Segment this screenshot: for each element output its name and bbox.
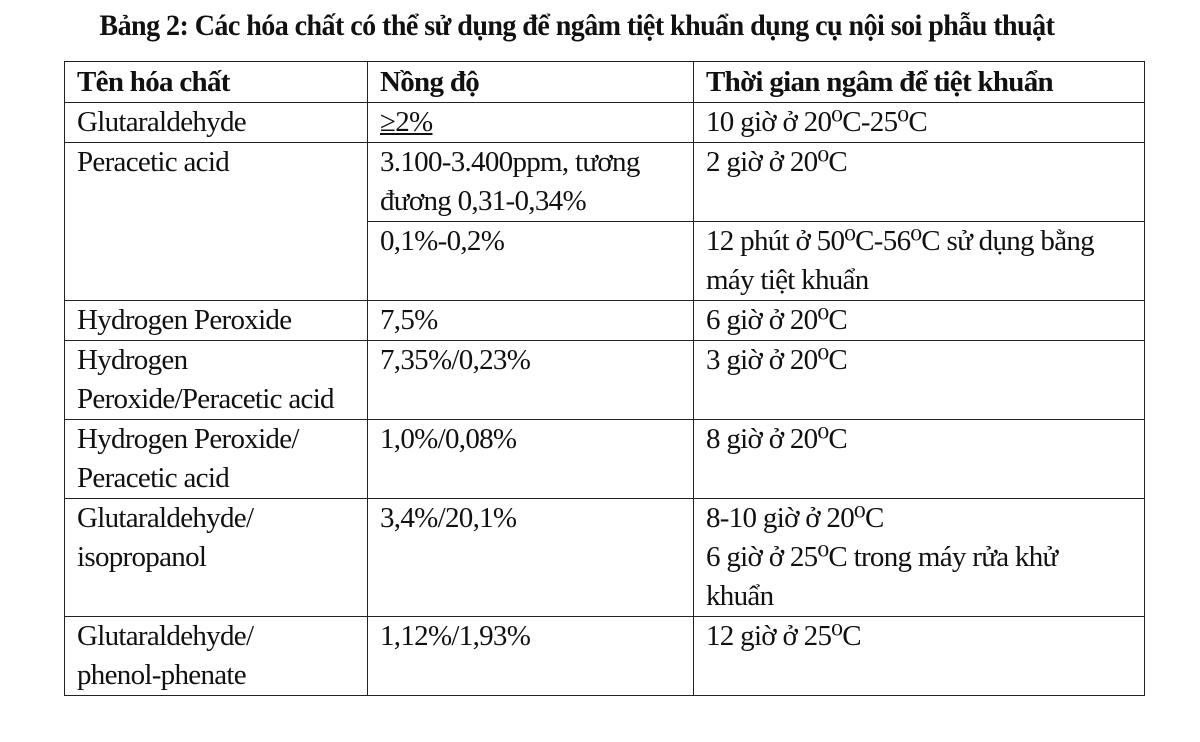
table-row [65, 420, 1145, 499]
cell-soak-time [694, 222, 1145, 301]
cell-line: đương 0,31-0,34% [380, 185, 586, 217]
cell-line: Glutaraldehyde [77, 106, 246, 138]
cell-soak-time [694, 143, 1145, 222]
cell-line: 12 giờ ở 25⁰C [706, 620, 861, 652]
cell-concentration [368, 301, 694, 341]
header-soak-time: Thời gian ngâm để tiệt khuẩn [694, 62, 1145, 103]
header-concentration: Nồng độ [368, 62, 694, 103]
cell-concentration [368, 420, 694, 499]
table-row [65, 143, 1145, 222]
cell-line: 6 giờ ở 20⁰C [706, 304, 848, 336]
cell-concentration [368, 222, 694, 301]
cell-line: Peracetic acid [77, 462, 230, 494]
cell-line: 8 giờ ở 20⁰C [706, 423, 848, 455]
cell-line: isopropanol [77, 541, 207, 573]
cell-line: 7,5% [380, 304, 438, 336]
cell-soak-time [694, 301, 1145, 341]
cell-line: 6 giờ ở 25⁰C trong máy rửa khử [706, 541, 1058, 573]
cell-soak-time [694, 341, 1145, 420]
cell-line: 1,0%/0,08% [380, 423, 517, 455]
table-row [65, 499, 1145, 617]
cell-line: 3,4%/20,1% [380, 502, 517, 534]
cell-line: 12 phút ở 50⁰C-56⁰C sử dụng bằng [706, 225, 1094, 257]
cell-line: khuẩn [706, 580, 774, 612]
cell-soak-time [694, 617, 1145, 696]
cell-line: 1,12%/1,93% [380, 620, 531, 652]
cell-line: 8-10 giờ ở 20⁰C [706, 502, 884, 534]
cell-line: Glutaraldehyde/ [77, 502, 254, 534]
cell-line: 10 giờ ở 20⁰C-25⁰C [706, 106, 927, 138]
table-row [65, 103, 1145, 143]
table-caption: Bảng 2: Các hóa chất có thể sử dụng để ngâm tiệt khuẩn dụng cụ nội soi phẫu thuật [99, 9, 1055, 42]
header-row [65, 62, 1145, 103]
table-row [65, 341, 1145, 420]
cell-chemical-name [65, 143, 368, 301]
cell-chemical-name [65, 341, 368, 420]
header-chemical-name: Tên hóa chất [65, 62, 368, 103]
cell-line: Peracetic acid [77, 146, 230, 178]
cell-chemical-name [65, 420, 368, 499]
cell-soak-time [694, 103, 1145, 143]
cell-chemical-name [65, 499, 368, 617]
cell-chemical-name [65, 617, 368, 696]
chemicals-table [64, 61, 1145, 696]
cell-line: phenol-phenate [77, 659, 246, 691]
table-row [65, 617, 1145, 696]
cell-line: Glutaraldehyde/ [77, 620, 254, 652]
cell-line: Hydrogen Peroxide [77, 304, 292, 336]
cell-chemical-name [65, 301, 368, 341]
cell-concentration [368, 341, 694, 420]
table-row [65, 301, 1145, 341]
cell-line: 0,1%-0,2% [380, 225, 505, 257]
cell-line: ≥2% [380, 106, 433, 138]
cell-concentration [368, 103, 694, 143]
cell-line: 3 giờ ở 20⁰C [706, 344, 848, 376]
cell-line: Peroxide/Peracetic acid [77, 383, 334, 415]
cell-line: 3.100-3.400ppm, tương [380, 146, 640, 178]
cell-concentration [368, 617, 694, 696]
cell-line: Hydrogen [77, 344, 188, 376]
cell-line: Hydrogen Peroxide/ [77, 423, 299, 455]
cell-line: 2 giờ ở 20⁰C [706, 146, 848, 178]
cell-soak-time [694, 499, 1145, 617]
cell-concentration [368, 499, 694, 617]
cell-line: máy tiệt khuẩn [706, 264, 869, 296]
cell-soak-time [694, 420, 1145, 499]
cell-line: 7,35%/0,23% [380, 344, 531, 376]
cell-chemical-name [65, 103, 368, 143]
cell-concentration [368, 143, 694, 222]
